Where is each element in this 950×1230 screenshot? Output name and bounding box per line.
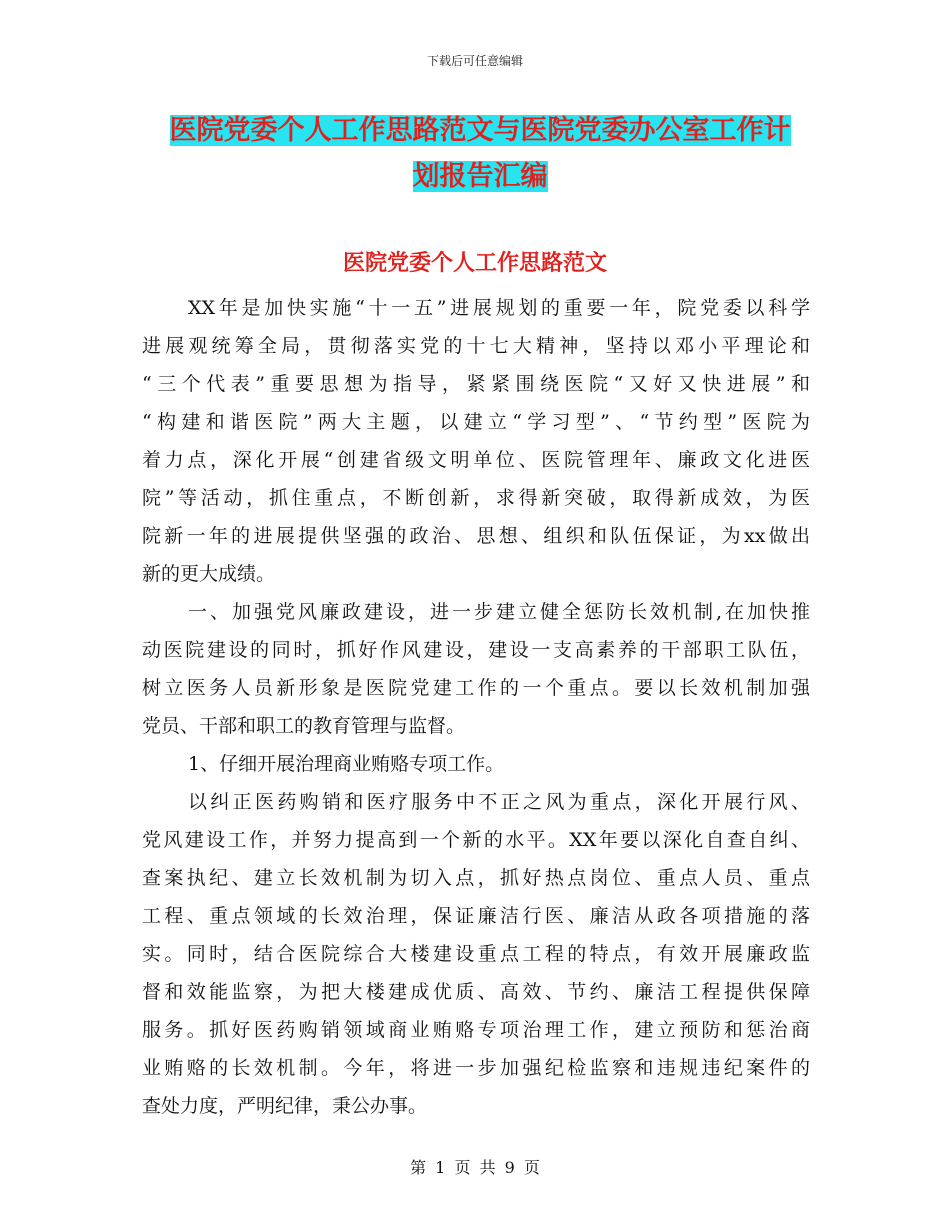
paragraph-line: 树立医务人员新形象是医院党建工作的一个重点。要以长效机制加强 xyxy=(142,677,810,699)
paragraph-line: 着力点，深化开展“创建省级文明单位、医院管理年、廉政文化进医 xyxy=(142,449,810,471)
paragraph-line: 业贿赂的长效机制。今年，将进一步加强纪检监察和违规违纪案件的 xyxy=(142,1057,810,1079)
paragraph-line: 服务。抓好医药购销领域商业贿赂专项治理工作，建立预防和惩治商 xyxy=(142,1019,810,1041)
paragraph-line: 1、仔细开展治理商业贿赂专项工作。 xyxy=(188,753,505,775)
paragraph-line: 实。同时，结合医院综合大楼建设重点工程的特点，有效开展廉政监 xyxy=(142,943,810,965)
page-header: 下载后可任意编辑 xyxy=(426,54,523,68)
document-title-line-1: 医院党委个人工作思路范文与医院党委办公室工作计 xyxy=(169,115,791,146)
paragraph-line: 动医院建设的同时，抓好作风建设，建设一支高素养的干部职工队伍， xyxy=(142,639,810,661)
page-footer: 第 1 页 共 9 页 xyxy=(410,1158,540,1177)
paragraph-line: 一、加强党风廉政建设，进一步建立健全惩防长效机制,在加快推 xyxy=(188,601,810,623)
paragraph-line: 新的更大成绩。 xyxy=(142,563,276,585)
paragraph-line: 党员、干部和职工的教育管理与监督。 xyxy=(142,715,466,737)
section-title: 医院党委个人工作思路范文 xyxy=(342,250,607,276)
paragraph-line: “三个代表”重要思想为指导，紧紧围绕医院“又好又快进展”和 xyxy=(142,373,810,395)
document-title-line-2: 划报告汇编 xyxy=(412,161,548,192)
paragraph-line: XX年是加快实施“十一五”进展规划的重要一年，院党委以科学 xyxy=(188,297,810,319)
document-title xyxy=(140,108,820,200)
paragraph-line: 院新一年的进展提供坚强的政治、思想、组织和队伍保证，为xx做出 xyxy=(142,525,810,547)
paragraph-line: 查处力度，严明纪律，秉公办事。 xyxy=(142,1095,428,1117)
paragraph-line: 以纠正医药购销和医疗服务中不正之风为重点，深化开展行风、 xyxy=(188,791,810,813)
paragraph-line: 进展观统筹全局，贯彻落实党的十七大精神，坚持以邓小平理论和 xyxy=(142,335,810,357)
paragraph-line: 督和效能监察，为把大楼建成优质、高效、节约、廉洁工程提供保障 xyxy=(142,981,810,1003)
paragraph-line: 院”等活动，抓住重点，不断创新，求得新突破，取得新成效，为医 xyxy=(142,487,810,509)
paragraph-line: “构建和谐医院”两大主题，以建立“学习型”、“节约型”医院为 xyxy=(142,411,810,433)
paragraph-line: 党风建设工作，并努力提高到一个新的水平。XX年要以深化自查自纠、 xyxy=(142,829,810,851)
paragraph-line: 工程、重点领域的长效治理，保证廉洁行医、廉洁从政各项措施的落 xyxy=(142,905,810,927)
paragraph-line: 查案执纪、建立长效机制为切入点，抓好热点岗位、重点人员、重点 xyxy=(142,867,810,889)
